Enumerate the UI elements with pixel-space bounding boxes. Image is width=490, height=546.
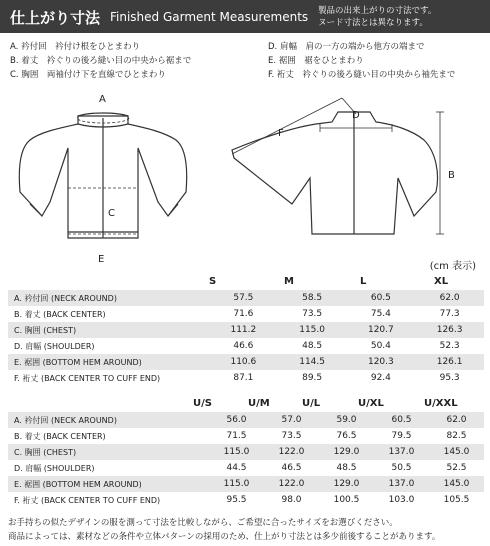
cell-value: 56.0 bbox=[209, 412, 264, 428]
back-measure-lines bbox=[232, 98, 444, 234]
cell-value: 48.5 bbox=[319, 460, 374, 476]
cell-value: 75.4 bbox=[347, 306, 416, 322]
garment-diagram bbox=[0, 88, 490, 268]
definition-f: F. 裄丈 衿ぐりの後ろ縫い目の中央から袖先まで bbox=[268, 70, 456, 80]
cell-value: 145.0 bbox=[429, 444, 484, 460]
definition-b: B. 着丈 衿ぐりの後ろ縫い目の中央から裾まで bbox=[10, 56, 192, 66]
row-label: C. 胸囲 (CHEST) bbox=[8, 322, 209, 338]
cell-value: 115.0 bbox=[209, 444, 264, 460]
table-row bbox=[8, 370, 484, 386]
cell-value: 137.0 bbox=[374, 444, 429, 460]
size-header-s: S bbox=[209, 276, 217, 287]
cell-value: 87.1 bbox=[209, 370, 278, 386]
label-d: D bbox=[352, 110, 360, 121]
cell-value: 122.0 bbox=[264, 444, 319, 460]
footer-note-2: 商品によっては、素材などの条件や立体パターンの採用のため、仕上がり寸法とは多少前後することがあります。 bbox=[8, 532, 441, 542]
front-jacket-illustration bbox=[19, 113, 186, 238]
row-label: E. 裾囲 (BOTTOM HEM AROUND) bbox=[8, 476, 209, 492]
cell-value: 58.5 bbox=[278, 290, 347, 306]
cell-value: 76.5 bbox=[319, 428, 374, 444]
cell-value: 73.5 bbox=[278, 306, 347, 322]
cell-value: 52.3 bbox=[415, 338, 484, 354]
back-jacket-illustration bbox=[232, 112, 438, 234]
size-header-ul: U/L bbox=[302, 398, 321, 409]
cell-value: 145.0 bbox=[429, 476, 484, 492]
row-label: D. 肩幅 (SHOULDER) bbox=[8, 460, 209, 476]
label-b: B bbox=[448, 170, 455, 181]
cell-value: 71.5 bbox=[209, 428, 264, 444]
table-row bbox=[8, 460, 484, 476]
label-f: F bbox=[278, 128, 284, 139]
cell-value: 89.5 bbox=[278, 370, 347, 386]
unit-note: (cm 表示) bbox=[429, 261, 476, 272]
cell-value: 129.0 bbox=[319, 444, 374, 460]
header-note bbox=[318, 5, 436, 29]
cell-value: 126.1 bbox=[415, 354, 484, 370]
row-label: F. 裄丈 (BACK CENTER TO CUFF END) bbox=[8, 492, 209, 508]
cell-value: 100.5 bbox=[319, 492, 374, 508]
header-banner bbox=[0, 0, 490, 33]
header-note-line1: 製品の出来上がりの寸法です。 bbox=[318, 6, 437, 16]
cell-value: 48.5 bbox=[278, 338, 347, 354]
cell-value: 122.0 bbox=[264, 476, 319, 492]
definition-a: A. 衿付回 衿付け根をひとまわり bbox=[10, 42, 141, 52]
size-header-xl: XL bbox=[434, 276, 449, 287]
definition-c: C. 胸囲 両袖付け下を直線でひとまわり bbox=[10, 70, 166, 80]
size-table-unisex bbox=[8, 412, 484, 508]
cell-value: 57.0 bbox=[264, 412, 319, 428]
cell-value: 126.3 bbox=[415, 322, 484, 338]
cell-value: 62.0 bbox=[429, 412, 484, 428]
table-row bbox=[8, 322, 484, 338]
cell-value: 50.5 bbox=[374, 460, 429, 476]
cell-value: 98.0 bbox=[264, 492, 319, 508]
table-row bbox=[8, 338, 484, 354]
cell-value: 115.0 bbox=[278, 322, 347, 338]
label-c: C bbox=[108, 208, 115, 219]
cell-value: 77.3 bbox=[415, 306, 484, 322]
cell-value: 115.0 bbox=[209, 476, 264, 492]
table-row bbox=[8, 428, 484, 444]
size-header-m: M bbox=[284, 276, 294, 287]
cell-value: 95.3 bbox=[415, 370, 484, 386]
cell-value: 95.5 bbox=[209, 492, 264, 508]
cell-value: 73.5 bbox=[264, 428, 319, 444]
table-row bbox=[8, 444, 484, 460]
cell-value: 52.5 bbox=[429, 460, 484, 476]
cell-value: 120.3 bbox=[347, 354, 416, 370]
label-e: E bbox=[98, 254, 105, 265]
cell-value: 44.5 bbox=[209, 460, 264, 476]
size-table-standard bbox=[8, 290, 484, 386]
row-label: B. 着丈 (BACK CENTER) bbox=[8, 306, 209, 322]
row-label: A. 衿付回 (NECK AROUND) bbox=[8, 412, 209, 428]
cell-value: 105.5 bbox=[429, 492, 484, 508]
title-en: Finished Garment Measurements bbox=[110, 10, 309, 24]
table-row bbox=[8, 492, 484, 508]
size-header-us: U/S bbox=[193, 398, 212, 409]
row-label: A. 衿付回 (NECK AROUND) bbox=[8, 290, 209, 306]
definition-d: D. 肩幅 肩の一方の端から他方の端まで bbox=[268, 42, 425, 52]
row-label: D. 肩幅 (SHOULDER) bbox=[8, 338, 209, 354]
cell-value: 59.0 bbox=[319, 412, 374, 428]
row-label: C. 胸囲 (CHEST) bbox=[8, 444, 209, 460]
table-row bbox=[8, 476, 484, 492]
cell-value: 50.4 bbox=[347, 338, 416, 354]
size-header-uxxl: U/XXL bbox=[424, 398, 458, 409]
cell-value: 114.5 bbox=[278, 354, 347, 370]
cell-value: 110.6 bbox=[209, 354, 278, 370]
cell-value: 46.6 bbox=[209, 338, 278, 354]
table-row bbox=[8, 290, 484, 306]
cell-value: 111.2 bbox=[209, 322, 278, 338]
table-row bbox=[8, 412, 484, 428]
cell-value: 46.5 bbox=[264, 460, 319, 476]
definition-e: E. 裾囲 裾をひとまわり bbox=[268, 56, 364, 66]
table-row bbox=[8, 306, 484, 322]
cell-value: 137.0 bbox=[374, 476, 429, 492]
row-label: E. 裾囲 (BOTTOM HEM AROUND) bbox=[8, 354, 209, 370]
cell-value: 71.6 bbox=[209, 306, 278, 322]
title-jp: 仕上がり寸法 bbox=[10, 9, 101, 27]
cell-value: 60.5 bbox=[347, 290, 416, 306]
cell-value: 103.0 bbox=[374, 492, 429, 508]
cell-value: 120.7 bbox=[347, 322, 416, 338]
size-header-uxl: U/XL bbox=[358, 398, 384, 409]
cell-value: 62.0 bbox=[415, 290, 484, 306]
cell-value: 60.5 bbox=[374, 412, 429, 428]
size-header-um: U/M bbox=[248, 398, 270, 409]
label-a: A bbox=[99, 94, 106, 105]
row-label: B. 着丈 (BACK CENTER) bbox=[8, 428, 209, 444]
header-note-line2: ヌード寸法とは異なります。 bbox=[318, 18, 428, 28]
cell-value: 57.5 bbox=[209, 290, 278, 306]
cell-value: 129.0 bbox=[319, 476, 374, 492]
cell-value: 92.4 bbox=[347, 370, 416, 386]
footer-note-1: お手持ちの似たデザインの服を測って寸法を比較しながら、ご希望に合ったサイズをお選びください。 bbox=[8, 518, 398, 528]
cell-value: 79.5 bbox=[374, 428, 429, 444]
row-label: F. 裄丈 (BACK CENTER TO CUFF END) bbox=[8, 370, 209, 386]
size-header-l: L bbox=[360, 276, 367, 287]
table-row bbox=[8, 354, 484, 370]
cell-value: 82.5 bbox=[429, 428, 484, 444]
